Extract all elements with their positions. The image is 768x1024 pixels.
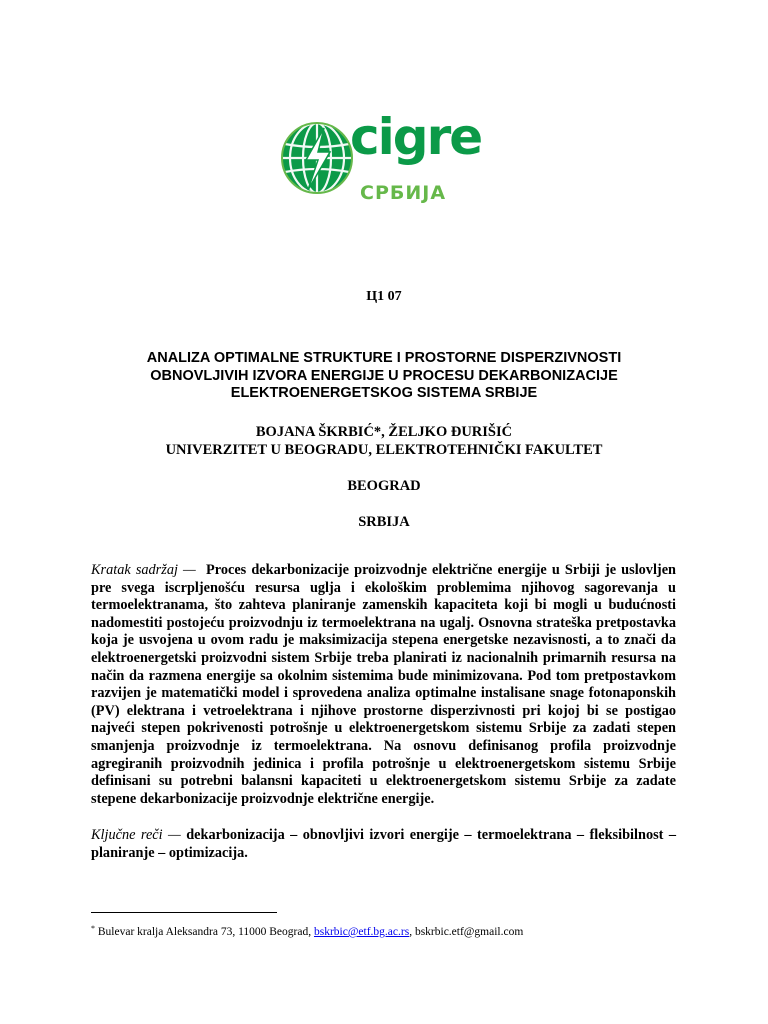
email-link[interactable]: bskrbic@etf.bg.ac.rs (313, 926, 410, 938)
paper-code: Ц1 07 (366, 289, 402, 304)
footnote-marker: * (91, 924, 95, 933)
cigre-wordmark: cigre (350, 108, 482, 166)
keywords-text: dekarbonizacija – obnovljivi izvori energije – termoelektrana – fleksibilnost – planiranje – optimizacija. (91, 827, 677, 861)
footnote-address: Bulevar kralja Aleksandra 73, 11000 Beograd, (97, 926, 312, 938)
abstract (91, 562, 676, 808)
globe-lightning-icon (280, 120, 354, 196)
city: BEOGRAD (347, 478, 421, 494)
paper-title (90, 350, 678, 403)
affiliation: UNIVERZITET U BEOGRADU, ELEKTROTEHNIČKI FAKULTET (165, 442, 603, 458)
footnote-email-other: , bskrbic.etf@gmail.com (409, 926, 524, 938)
cigre-logo (280, 108, 492, 214)
title-line: ANALIZA OPTIMALNE STRUKTURE I PROSTORNE DISPERZIVNOSTI (146, 350, 622, 366)
keywords (91, 827, 676, 862)
title-line: ELEKTROENERGETSKOG SISTEMA SRBIJE (230, 385, 538, 401)
authors: BOJANA ŠKRBIĆ*, ŽELJKO ĐURIŠIĆ (255, 424, 513, 440)
footnote-divider (91, 912, 277, 913)
title-line: OBNOVLJIVIH IZVORA ENERGIJE U PROCESU DEKARBONIZACIJE (150, 367, 618, 384)
footnote (91, 922, 691, 939)
abstract-label: Kratak sadržaj — (91, 562, 196, 578)
abstract-text: Proces dekarbonizacije proizvodnje električne energije u Srbiji je uslovljen pre svega iscrpljenošću resursa uglja i ekološkim problemima njihovog sagorevanja u termoelektranama, što zahteva planiranje zamenskih kapaciteta koji bi mogli u budućnosti nadomestiti postojeću proizvodnju iz termoelektrana na ugalj. Osnovna strateška pretpostavka koja je usvojena u ovom radu je maksimizacija stepena energetske nezavisnosti, a to znači da elektroenergetski proizvodni sistem Srbije treba planirati iz nacionalnih primarnih resursa na način da razmena energije sa okolnim sistemima bude minimizovana. Pod tom pretpostavkom razvijen je matematički model i sprovedena analiza optimalne instalisane snage fotonaponskih (PV) elektrana i vetroelektrana i njihove prostorne disperzivnosti pri kojoj bi se postigao najveći stepen pokrivenosti potrošnje u elektroenergetskom sistemu Srbije za zadati stepen smanjenja proizvodnje iz termoelektrana. Na osnovu definisanog profila proizvodnje agregiranih proizvodnih jedinica i profila potrošnje u elektroenergetskom sistemu Srbije definisani su potrebni balansni kapaciteti u elektroenergetskom sistemu Srbije za zadate stepene dekarbonizacije proizvodnje električne energije. (91, 562, 676, 807)
country: SRBIJA (358, 514, 410, 530)
keywords-label: Ključne reči — (91, 827, 181, 843)
cigre-serbia-subtitle: СРБИЈА (360, 182, 447, 204)
